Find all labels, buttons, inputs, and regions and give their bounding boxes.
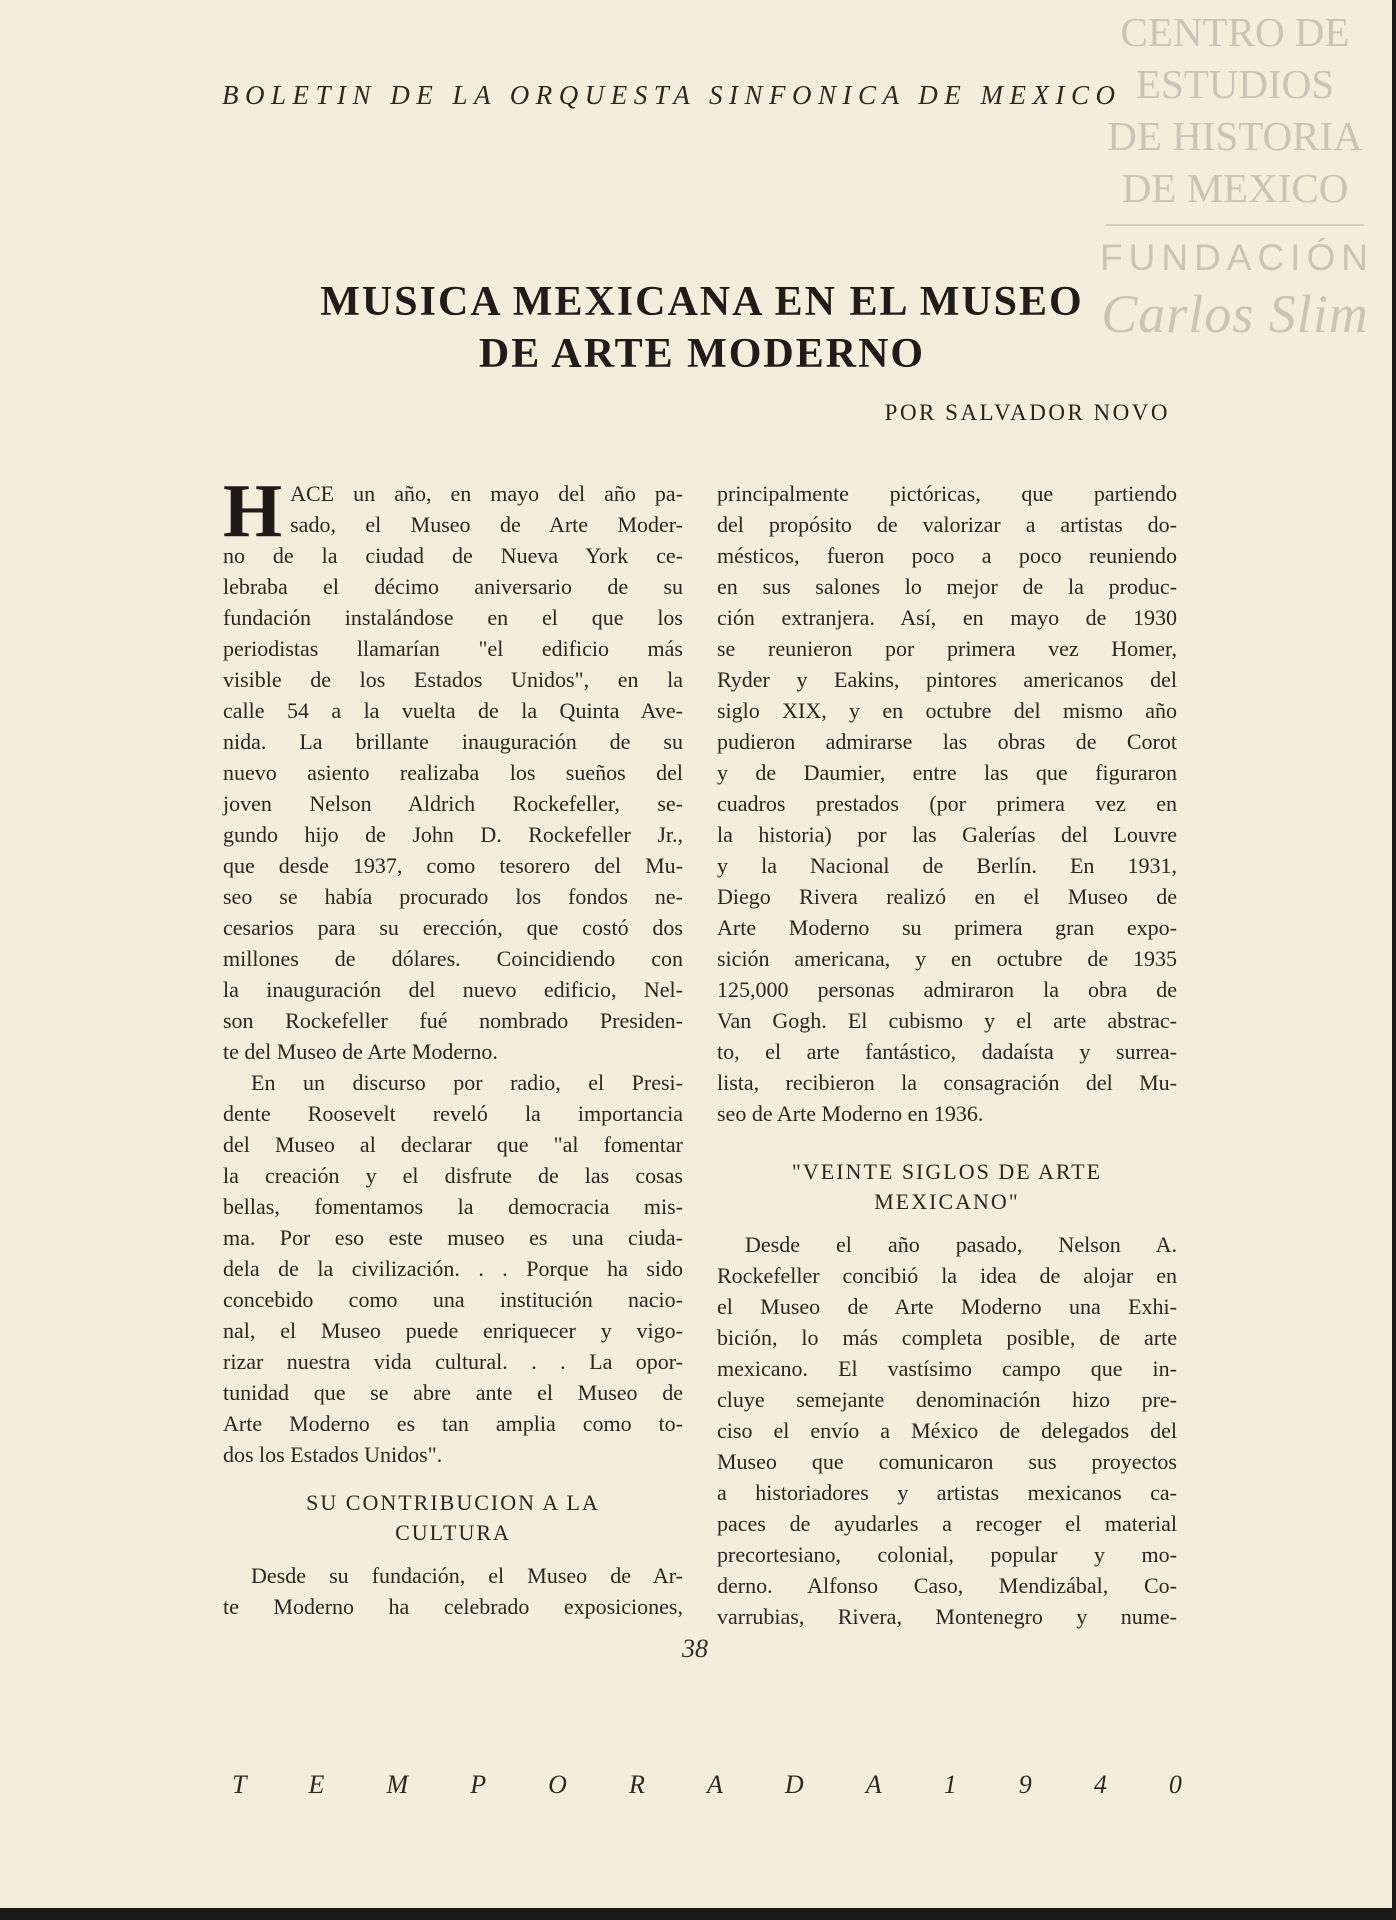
text-line: y la Nacional de Berlín. En 1931, [717, 853, 1177, 878]
drop-cap: H [223, 469, 283, 553]
text-line: calle 54 a la vuelta de la Quinta Ave- [223, 698, 683, 723]
text-line: rizar nuestra vida cultural. . . La opor- [223, 1349, 683, 1374]
text-line: son Rockefeller fué nombrado Presiden- [223, 1008, 683, 1033]
text-line: el Museo de Arte Moderno una Exhi- [717, 1294, 1177, 1319]
text-line: se reunieron por primera vez Homer, [717, 636, 1177, 661]
text-line: principalmente pictóricas, que partiendo [717, 481, 1177, 506]
text-line: lebraba el décimo aniversario de su [223, 574, 683, 599]
text-line: cluye semejante denominación hizo pre- [717, 1387, 1177, 1412]
text-line: sado, el Museo de Arte Moder- [290, 512, 683, 537]
text-line: Ryder y Eakins, pintores americanos del [717, 667, 1177, 692]
page-number: 38 [682, 1634, 708, 1663]
text-line: Rockefeller concibió la idea de alojar en [717, 1263, 1177, 1288]
text-line: derno. Alfonso Caso, Mendizábal, Co- [717, 1573, 1177, 1598]
text-line: En un discurso por radio, el Presi- [251, 1070, 683, 1095]
text-line: bición, lo más completa posible, de arte [717, 1325, 1177, 1350]
text-line: mésticos, fueron poco a poco reuniendo [717, 543, 1177, 568]
text-line: del propósito de valorizar a artistas do- [717, 512, 1177, 537]
watermark-line: DE HISTORIA [1107, 113, 1363, 159]
text-line: nuevo asiento realizaba los sueños del [223, 760, 683, 785]
footer-letter: D [784, 1770, 804, 1799]
footer-letter: 4 [1093, 1770, 1107, 1799]
watermark-foundation: FUNDACIÓN [1100, 237, 1374, 278]
text-line: 125,000 personas admiraron la obra de [717, 977, 1177, 1002]
text-line: seo se había procurado los fondos ne- [223, 884, 683, 909]
text-line: Arte Moderno es tan amplia como to- [223, 1411, 683, 1436]
text-line: varrubias, Rivera, Montenegro y nume- [717, 1604, 1177, 1629]
footer-letter: M [386, 1770, 409, 1799]
text-line: en sus salones lo mejor de la produc- [717, 574, 1177, 599]
text-line: lista, recibieron la consagración del Mu- [717, 1070, 1177, 1095]
text-line: to, el arte fantástico, dadaísta y surrea- [717, 1039, 1177, 1064]
text-line: la creación y el disfrute de las cosas [223, 1163, 683, 1188]
footer-letter: 1 [943, 1770, 957, 1799]
section-heading: MEXICANO" [874, 1189, 1020, 1214]
text-line: precortesiano, colonial, popular y mo- [717, 1542, 1177, 1567]
text-line: te del Museo de Arte Moderno. [223, 1039, 498, 1064]
running-footer [232, 1770, 1182, 1800]
text-line: siglo XIX, y en octubre del mismo año [717, 698, 1177, 723]
text-line: bellas, fomentamos la democracia mis- [223, 1194, 683, 1219]
text-line: la inauguración del nuevo edificio, Nel- [223, 977, 683, 1002]
text-line: sición americana, y en octubre de 1935 [717, 946, 1177, 971]
text-line: del Museo al declarar que "al fomentar [223, 1132, 683, 1157]
watermark-divider [1106, 224, 1364, 226]
text-line: ma. Por eso este museo es una ciuda- [223, 1225, 683, 1250]
text-line: Desde el año pasado, Nelson A. [745, 1232, 1177, 1257]
text-line: pudieron admirarse las obras de Corot [717, 729, 1177, 754]
text-line: periodistas llamarían "el edificio más [223, 636, 683, 661]
text-line: Museo que comunicaron sus proyectos [717, 1449, 1177, 1474]
text-line: ción extranjera. Así, en mayo de 1930 [717, 605, 1177, 630]
section-heading: SU CONTRIBUCION A LA [306, 1490, 600, 1515]
title-line: DE ARTE MODERNO [478, 331, 926, 377]
footer-letter: 0 [1168, 1770, 1182, 1799]
article-byline: POR SALVADOR NOVO [884, 400, 1170, 425]
text-line: fundación instalándose en el que los [223, 605, 683, 630]
footer-letter: R [629, 1770, 645, 1799]
text-line: Desde su fundación, el Museo de Ar- [251, 1563, 683, 1588]
footer-letter: O [548, 1770, 567, 1799]
footer-letter: P [470, 1770, 487, 1799]
text-line: y de Daumier, entre las que figuraron [717, 760, 1177, 785]
text-line: gundo hijo de John D. Rockefeller Jr., [223, 822, 683, 847]
text-line: no de la ciudad de Nueva York ce- [223, 543, 683, 568]
footer-letter: A [706, 1770, 723, 1799]
text-line: Arte Moderno su primera gran expo- [717, 915, 1177, 940]
text-line: a historiadores y artistas mexicanos ca- [717, 1480, 1177, 1505]
watermark-signature: Carlos Slim [1101, 284, 1369, 344]
section-heading: "VEINTE SIGLOS DE ARTE [791, 1159, 1103, 1184]
text-line: ciso el envío a México de delegados del [717, 1418, 1177, 1443]
title-line: MUSICA MEXICANA EN EL MUSEO [320, 279, 1084, 325]
footer-letter: E [308, 1770, 325, 1799]
text-line: paces de ayudarles a recoger el material [717, 1511, 1177, 1536]
watermark-line: CENTRO DE [1120, 9, 1350, 55]
section-heading: CULTURA [395, 1520, 511, 1545]
text-line: que desde 1937, como tesorero del Mu- [223, 853, 683, 878]
text-line: tunidad que se abre ante el Museo de [223, 1380, 683, 1405]
left-column [223, 469, 683, 1622]
watermark-line: ESTUDIOS [1135, 61, 1335, 107]
text-line: Van Gogh. El cubismo y el arte abstrac- [717, 1008, 1177, 1033]
text-line: nal, el Museo puede enriquecer y vigo- [223, 1318, 683, 1343]
text-line: cesarios para su erección, que costó dos [223, 915, 683, 940]
text-line: te Moderno ha celebrado exposiciones, [223, 1594, 683, 1619]
footer-letter: A [865, 1770, 882, 1799]
footer-letter: T [232, 1770, 247, 1799]
text-line: nida. La brillante inauguración de su [223, 729, 683, 754]
footer-letter: 9 [1018, 1770, 1032, 1799]
text-line: dos los Estados Unidos". [223, 1442, 443, 1467]
text-line: concebido como una institución nacio- [223, 1287, 683, 1312]
running-header: BOLETIN DE LA ORQUESTA SINFONICA DE MEXICO [222, 80, 1122, 110]
text-line: visible de los Estados Unidos", en la [223, 667, 683, 692]
text-line: dela de la civilización. . . Porque ha sido [223, 1256, 683, 1281]
watermark-line: DE MEXICO [1121, 165, 1349, 211]
text-line: cuadros prestados (por primera vez en [717, 791, 1177, 816]
text-line: dente Roosevelt reveló la importancia [223, 1101, 683, 1126]
text-line: millones de dólares. Coincidiendo con [223, 946, 683, 971]
text-line: mexicano. El vastísimo campo que in- [717, 1356, 1177, 1381]
text-line: joven Nelson Aldrich Rockefeller, se- [223, 791, 683, 816]
text-line: ACE un año, en mayo del año pa- [290, 481, 683, 506]
text-line: seo de Arte Moderno en 1936. [717, 1101, 984, 1126]
right-column [717, 478, 1177, 1632]
text-line: la historia) por las Galerías del Louvre [717, 822, 1177, 847]
text-line: Diego Rivera realizó en el Museo de [717, 884, 1177, 909]
article-title [222, 276, 1182, 380]
